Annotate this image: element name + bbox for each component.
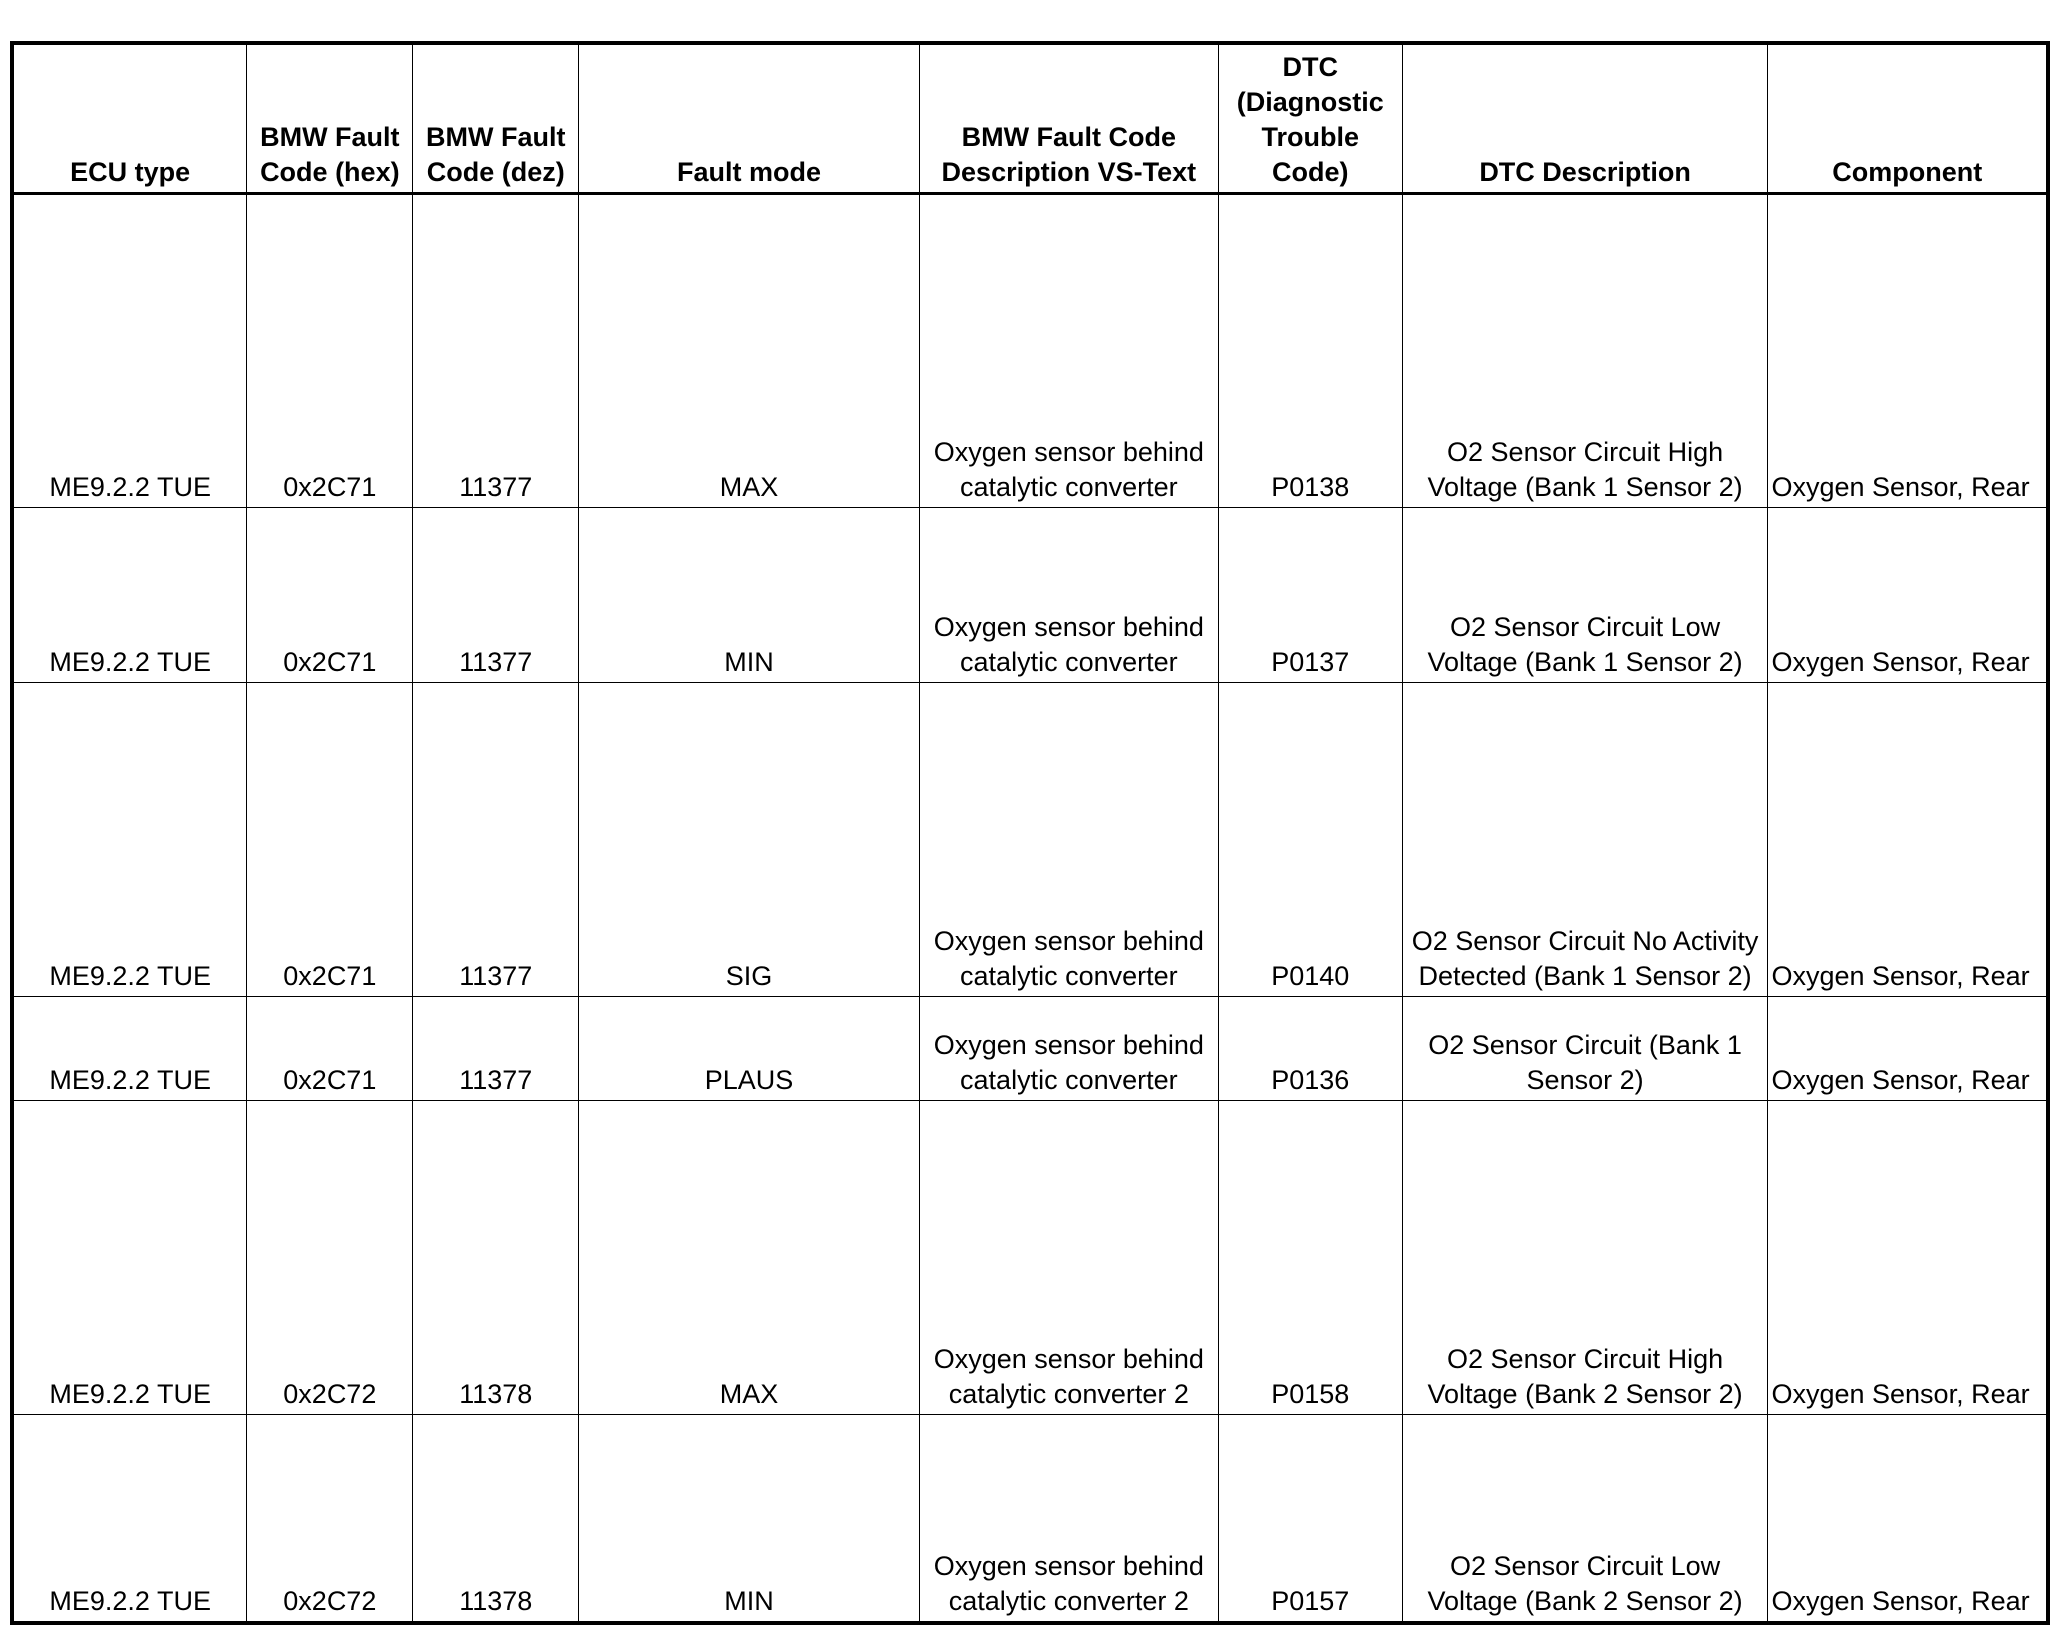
- cell-code-hex: 0x2C71: [247, 507, 413, 682]
- cell-component: Oxygen Sensor, Rear: [1768, 193, 2048, 507]
- table-row: [12, 507, 2048, 682]
- cell-dtc: P0158: [1218, 1100, 1402, 1414]
- cell-code-dez: 11377: [413, 996, 579, 1100]
- cell-dtc-description: O2 Sensor Circuit (Bank 1 Sensor 2): [1402, 996, 1768, 1100]
- cell-code-dez: 11377: [413, 193, 579, 507]
- header-ecu-type: ECU type: [12, 43, 247, 193]
- cell-vs-text: Oxygen sensor behind catalytic converter: [919, 193, 1218, 507]
- header-fault-code-hex: BMW Fault Code (hex): [247, 43, 413, 193]
- header-fault-code-dez: BMW Fault Code (dez): [413, 43, 579, 193]
- cell-fault-mode: MAX: [579, 193, 920, 507]
- cell-code-hex: 0x2C72: [247, 1414, 413, 1623]
- cell-ecu-type: ME9.2.2 TUE: [12, 1100, 247, 1414]
- cell-dtc-description: O2 Sensor Circuit High Voltage (Bank 1 Sensor 2): [1402, 193, 1768, 507]
- table-row: [12, 1100, 2048, 1414]
- cell-ecu-type: ME9.2.2 TUE: [12, 193, 247, 507]
- cell-code-hex: 0x2C71: [247, 996, 413, 1100]
- header-fault-mode: Fault mode: [579, 43, 920, 193]
- header-row: [12, 43, 2048, 193]
- cell-ecu-type: ME9.2.2 TUE: [12, 996, 247, 1100]
- cell-code-dez: 11377: [413, 507, 579, 682]
- cell-dtc: P0140: [1218, 682, 1402, 996]
- cell-ecu-type: ME9.2.2 TUE: [12, 1414, 247, 1623]
- cell-dtc-description: O2 Sensor Circuit High Voltage (Bank 2 Sensor 2): [1402, 1100, 1768, 1414]
- cell-ecu-type: ME9.2.2 TUE: [12, 682, 247, 996]
- cell-dtc: P0157: [1218, 1414, 1402, 1623]
- cell-fault-mode: MIN: [579, 1414, 920, 1623]
- header-component: Component: [1768, 43, 2048, 193]
- cell-code-dez: 11378: [413, 1414, 579, 1623]
- cell-component: Oxygen Sensor, Rear: [1768, 996, 2048, 1100]
- cell-code-dez: 11378: [413, 1100, 579, 1414]
- cell-code-dez: 11377: [413, 682, 579, 996]
- cell-component: Oxygen Sensor, Rear: [1768, 1414, 2048, 1623]
- cell-vs-text: Oxygen sensor behind catalytic converter: [919, 682, 1218, 996]
- table-row: [12, 193, 2048, 507]
- cell-fault-mode: MAX: [579, 1100, 920, 1414]
- header-vs-text: BMW Fault Code Description VS-Text: [919, 43, 1218, 193]
- cell-vs-text: Oxygen sensor behind catalytic converter 2: [919, 1100, 1218, 1414]
- cell-fault-mode: SIG: [579, 682, 920, 996]
- cell-vs-text: Oxygen sensor behind catalytic converter: [919, 507, 1218, 682]
- header-dtc-description: DTC Description: [1402, 43, 1768, 193]
- cell-code-hex: 0x2C71: [247, 682, 413, 996]
- cell-vs-text: Oxygen sensor behind catalytic converter: [919, 996, 1218, 1100]
- cell-fault-mode: PLAUS: [579, 996, 920, 1100]
- cell-dtc: P0138: [1218, 193, 1402, 507]
- cell-dtc-description: O2 Sensor Circuit No Activity Detected (Bank 1 Sensor 2): [1402, 682, 1768, 996]
- cell-dtc: P0137: [1218, 507, 1402, 682]
- cell-component: Oxygen Sensor, Rear: [1768, 682, 2048, 996]
- cell-component: Oxygen Sensor, Rear: [1768, 1100, 2048, 1414]
- fault-code-table: [10, 41, 2050, 1625]
- cell-code-hex: 0x2C71: [247, 193, 413, 507]
- cell-vs-text: Oxygen sensor behind catalytic converter 2: [919, 1414, 1218, 1623]
- cell-fault-mode: MIN: [579, 507, 920, 682]
- header-dtc: DTC (Diagnostic Trouble Code): [1218, 43, 1402, 193]
- cell-dtc-description: O2 Sensor Circuit Low Voltage (Bank 1 Sensor 2): [1402, 507, 1768, 682]
- table-row: [12, 1414, 2048, 1623]
- cell-component: Oxygen Sensor, Rear: [1768, 507, 2048, 682]
- table-row: [12, 682, 2048, 996]
- cell-dtc-description: O2 Sensor Circuit Low Voltage (Bank 2 Sensor 2): [1402, 1414, 1768, 1623]
- table-row: [12, 996, 2048, 1100]
- cell-ecu-type: ME9.2.2 TUE: [12, 507, 247, 682]
- cell-code-hex: 0x2C72: [247, 1100, 413, 1414]
- cell-dtc: P0136: [1218, 996, 1402, 1100]
